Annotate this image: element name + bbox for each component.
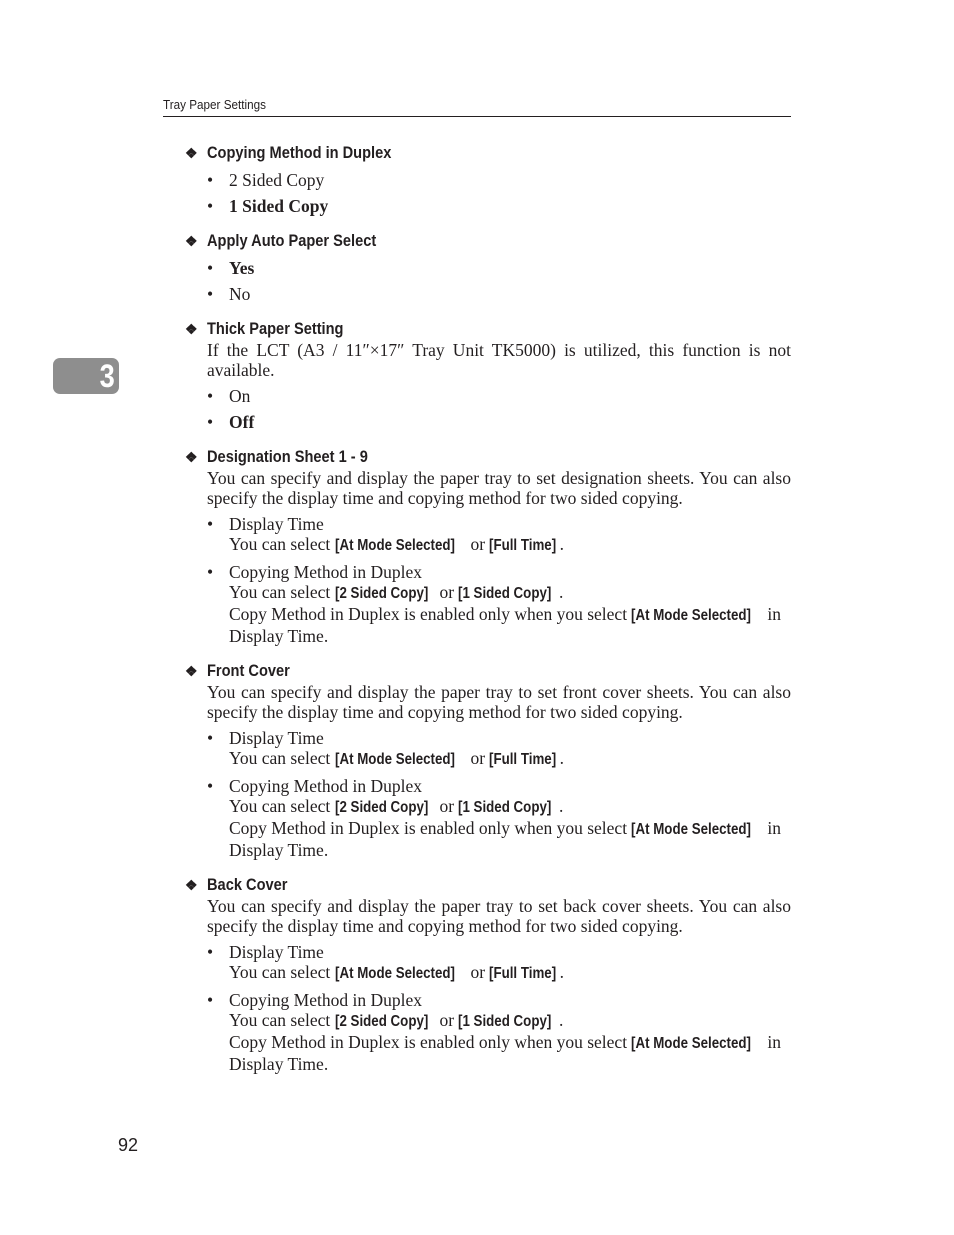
diamond-bullet-icon: ❖ [185,233,198,249]
list-item-copying-method: • Copying Method in Duplex You can select [2 Sided Copy] or [1 Sided Copy] . Copy Method in Duplex is enabled only when you select [At Mode Selected] in Display Time. [207,562,781,646]
diamond-bullet-icon: ❖ [185,663,198,679]
option-list [207,728,791,860]
bullet-icon: • [207,514,214,534]
section-description: You can specify and display the paper tray to set front cover sheets. You can also specify the display time and copying method for two sided copying. [207,682,791,722]
bullet-icon: • [207,728,214,748]
section-description: You can specify and display the paper tray to set designation sheets. You can also specify the display time and copying method for two sided copying. [207,468,791,508]
section-back-cover [185,874,791,1074]
item-label: Copying Method in Duplex [229,562,422,582]
bullet-icon: • [207,990,214,1010]
list-item: • No [207,284,251,304]
section-title: ❖ Front Cover [185,661,290,680]
bullet-icon: • [207,942,214,962]
key-full-time: [Full Time] [489,751,557,768]
section-apply-auto-paper-select [185,230,791,304]
item-label: Copying Method in Duplex [229,990,422,1010]
key-1-sided-copy: [1 Sided Copy] [458,1013,552,1030]
list-item-display-time: • Display Time You can select [At Mode Selected] or [Full Time] . [207,728,564,768]
section-title: ❖ Designation Sheet 1 - 9 [185,447,368,466]
section-title: ❖ Back Cover [185,875,288,894]
list-item-display-time: • Display Time You can select [At Mode Selected] or [Full Time] . [207,514,564,554]
bullet-icon: • [207,258,214,278]
bullet-icon: • [207,386,214,406]
item-label: Display Time [229,514,324,534]
key-2-sided-copy: [2 Sided Copy] [334,585,428,602]
section-title: ❖ Apply Auto Paper Select [185,231,377,250]
section-description: If the LCT (A3 / 11″×17″ Tray Unit TK5000) is utilized, this function is not available. [207,340,791,380]
option-list [207,514,791,646]
key-at-mode-selected: [At Mode Selected] [334,751,455,768]
key-1-sided-copy: [1 Sided Copy] [458,585,552,602]
section-designation-sheet [185,446,791,646]
key-2-sided-copy: [2 Sided Copy] [334,1013,428,1030]
list-item-display-time: • Display Time You can select [At Mode Selected] or [Full Time] . [207,942,564,982]
bullet-icon: • [207,562,214,582]
diamond-bullet-icon: ❖ [185,449,198,465]
bullet-icon: • [207,284,214,304]
list-item-copying-method: • Copying Method in Duplex You can select [2 Sided Copy] or [1 Sided Copy] . Copy Method in Duplex is enabled only when you select [At Mode Selected] in Display Time. [207,990,781,1074]
list-item-default: • Off [207,412,255,432]
diamond-bullet-icon: ❖ [185,145,198,161]
section-copying-method-in-duplex [185,142,791,216]
key-at-mode-selected: [At Mode Selected] [631,821,752,838]
bullet-icon: • [207,776,214,796]
running-title: Tray Paper Settings [163,97,266,112]
key-2-sided-copy: [2 Sided Copy] [334,799,428,816]
list-item: • 2 Sided Copy [207,170,325,190]
chapter-number: 3 [99,358,115,394]
option-list [207,258,791,304]
option-list [207,170,791,216]
item-label: Copying Method in Duplex [229,776,422,796]
running-header [163,96,791,117]
key-at-mode-selected: [At Mode Selected] [334,537,455,554]
key-1-sided-copy: [1 Sided Copy] [458,799,552,816]
section-description: You can specify and display the paper tray to set back cover sheets. You can also specify the display time and copying method for two sided copying. [207,896,791,936]
section-title: ❖ Thick Paper Setting [185,319,344,338]
diamond-bullet-icon: ❖ [185,321,198,337]
page-content [185,142,791,1088]
option-list [207,942,791,1074]
key-full-time: [Full Time] [489,537,557,554]
diamond-bullet-icon: ❖ [185,877,198,893]
key-full-time: [Full Time] [489,965,557,982]
key-at-mode-selected: [At Mode Selected] [631,1035,752,1052]
list-item-copying-method: • Copying Method in Duplex You can select [2 Sided Copy] or [1 Sided Copy] . Copy Method in Duplex is enabled only when you select [At Mode Selected] in Display Time. [207,776,781,860]
item-label: Display Time [229,942,324,962]
list-item-default: • Yes [207,258,255,278]
list-item-default: • 1 Sided Copy [207,196,329,216]
chapter-tab [53,358,119,394]
bullet-icon: • [207,412,214,432]
section-thick-paper-setting [185,318,791,432]
bullet-icon: • [207,196,214,216]
option-list [207,386,791,432]
key-at-mode-selected: [At Mode Selected] [334,965,455,982]
section-front-cover [185,660,791,860]
bullet-icon: • [207,170,214,190]
item-label: Display Time [229,728,324,748]
section-title: ❖ Copying Method in Duplex [185,143,392,162]
key-at-mode-selected: [At Mode Selected] [631,607,752,624]
page-number: 92 [118,1135,139,1155]
list-item: • On [207,386,251,406]
